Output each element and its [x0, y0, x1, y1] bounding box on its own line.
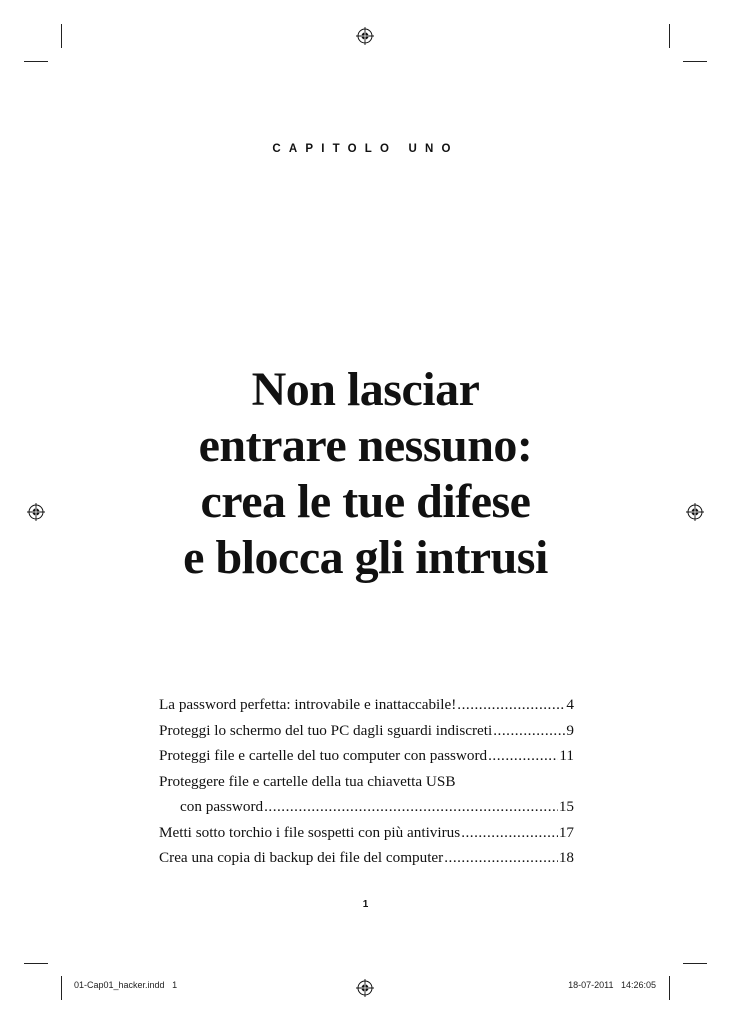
- table-of-contents: [159, 692, 574, 871]
- registration-mark-icon: [356, 27, 374, 45]
- slug-datetime: 18-07-2011 14:26:05: [568, 980, 656, 990]
- toc-entry-continuation[interactable]: [159, 794, 574, 820]
- crop-mark: [669, 976, 670, 1000]
- slug-filename: 01-Cap01_hacker.indd 1: [74, 980, 178, 990]
- toc-entry-page: 9: [566, 721, 574, 739]
- toc-leader: [264, 794, 558, 820]
- toc-leader: [493, 718, 565, 744]
- toc-entry[interactable]: [159, 820, 574, 846]
- toc-entry-title: Proteggi file e cartelle del tuo computer con password: [159, 747, 488, 764]
- toc-leader: [457, 692, 565, 718]
- crop-mark: [683, 963, 707, 964]
- toc-entry-title: La password perfetta: introvabile e inattaccabile!: [159, 696, 457, 713]
- toc-entry[interactable]: [159, 718, 574, 744]
- toc-entry-title: Proteggere file e cartelle della tua chiavetta USB: [159, 772, 456, 790]
- page-number: 1: [362, 899, 369, 910]
- toc-entry-page: 4: [566, 696, 574, 713]
- toc-entry-title: Proteggi lo schermo del tuo PC dagli sguardi indiscreti: [159, 721, 493, 739]
- title-line: crea le tue difese: [200, 475, 531, 528]
- chapter-title: [0, 362, 731, 586]
- crop-mark: [61, 976, 62, 1000]
- toc-entry-title: Crea una copia di backup dei file del computer: [159, 849, 444, 866]
- toc-entry-page: 15: [558, 798, 574, 815]
- toc-entry-title: Metti sotto torchio i file sospetti con più antivirus: [159, 823, 461, 841]
- toc-entry[interactable]: [159, 743, 574, 769]
- toc-entry[interactable]: [159, 692, 574, 718]
- toc-entry-page: 11: [559, 747, 574, 764]
- crop-mark: [24, 61, 48, 62]
- toc-entry-title-continuation: con password: [180, 798, 264, 815]
- crop-mark: [24, 963, 48, 964]
- toc-leader: [488, 743, 558, 769]
- toc-entry[interactable]: [159, 845, 574, 871]
- toc-entry-page: 18: [558, 849, 574, 866]
- crop-mark: [61, 24, 62, 48]
- chapter-label: CAPITOLO UNO: [272, 143, 459, 155]
- toc-leader: [461, 820, 558, 846]
- title-line: e blocca gli intrusi: [183, 531, 548, 584]
- title-line: entrare nessuno:: [198, 419, 533, 472]
- crop-mark: [683, 61, 707, 62]
- registration-mark-icon: [356, 979, 374, 997]
- title-line: Non lasciar: [251, 363, 480, 416]
- toc-entry-page: 17: [558, 823, 574, 841]
- crop-mark: [669, 24, 670, 48]
- toc-entry[interactable]: [159, 769, 574, 795]
- toc-leader: [444, 845, 558, 871]
